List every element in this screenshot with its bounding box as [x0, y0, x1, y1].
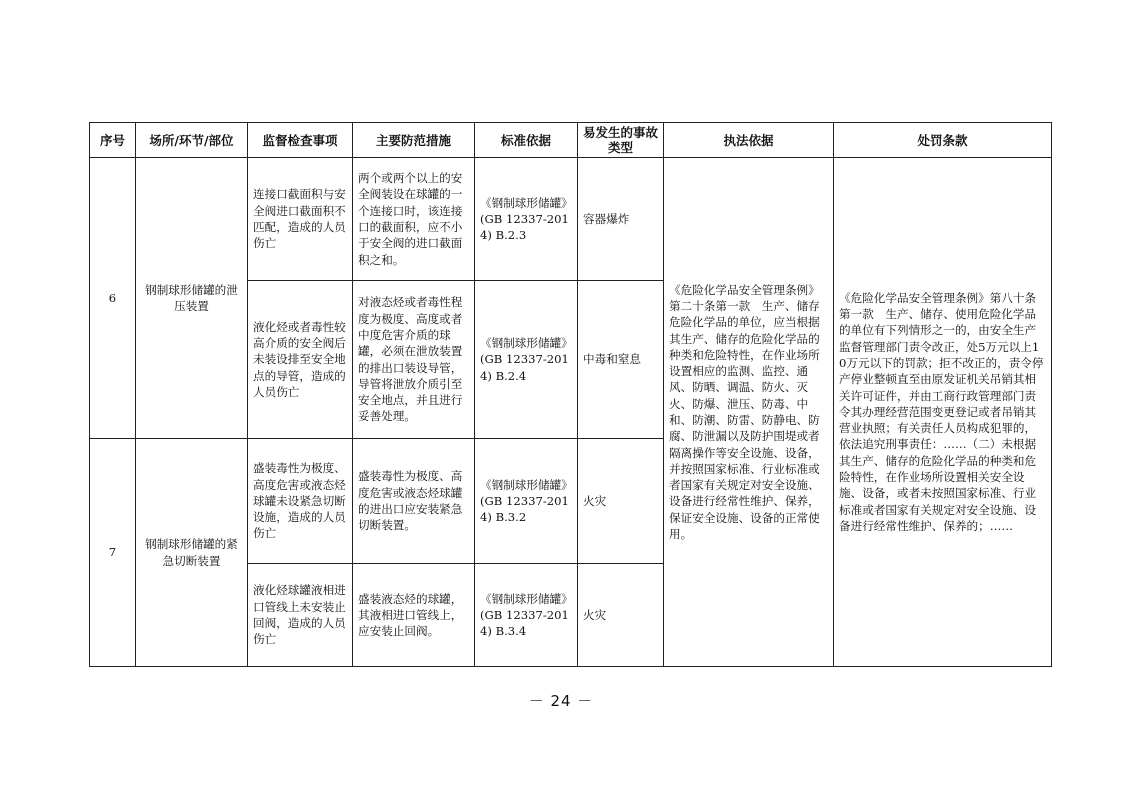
measures-cell: 对液态烃或者毒性程度为极度、高度或者中度危害介质的球罐，必须在泄放装置的排出口装设导管，导管将泄放介质引至安全地点，并且进行妥善处理。 — [353, 281, 475, 439]
table-row — [90, 158, 1052, 281]
row-location: 钢制球形储罐的紧急切断装置 — [136, 439, 248, 667]
standard-cell: 《钢制球形储罐》(GB 12337-2014) B.2.3 — [475, 158, 578, 281]
header-standard: 标准依据 — [475, 123, 578, 158]
accident-cell: 中毒和窒息 — [578, 281, 664, 439]
regulation-table — [89, 122, 1052, 667]
header-accident: 易发生的事故类型 — [578, 123, 664, 158]
table-header-row — [90, 123, 1052, 158]
accident-cell: 火灾 — [578, 439, 664, 564]
row-index: 6 — [90, 158, 136, 439]
inspection-cell: 连接口截面积与安全阀进口截面积不匹配，造成的人员伤亡 — [248, 158, 353, 281]
header-law: 执法依据 — [664, 123, 834, 158]
standard-cell: 《钢制球形储罐》(GB 12337-2014) B.2.4 — [475, 281, 578, 439]
measures-cell: 盛装液态烃的球罐，其液相进口管线上，应安装止回阀。 — [353, 564, 475, 667]
row-index: 7 — [90, 439, 136, 667]
standard-cell: 《钢制球形储罐》(GB 12337-2014) B.3.4 — [475, 564, 578, 667]
page-number: － 24 － — [528, 692, 594, 710]
header-location: 场所/环节/部位 — [136, 123, 248, 158]
header-penalty: 处罚条款 — [834, 123, 1052, 158]
standard-cell: 《钢制球形储罐》(GB 12337-2014) B.3.2 — [475, 439, 578, 564]
penalty-cell: 《危险化学品安全管理条例》第八十条第一款 生产、储存、使用危险化学品的单位有下列情形之一的，由安全生产监督管理部门责令改正，处5万元以上10万元以下的罚款；拒不改正的，责令停产停业整顿直至由原发证机关吊销其相关许可证件，并由工商行政管理部门责令其办理经营范围变更登记或者吊销其营业执照；有关责任人员构成犯罪的，依法追究刑事责任：……（二）未根据其生产、储存的危险化学品的种类和危险特性，在作业场所设置相关安全设施、设备，或者未按照国家标准、行业标准或者国家有关规定对安全设施、设备进行经常性维护、保养的；…… — [834, 158, 1052, 667]
law-basis-cell: 《危险化学品安全管理条例》第二十条第一款 生产、储存危险化学品的单位，应当根据其生产、储存的危险化学品的种类和危险特性，在作业场所设置相应的监测、监控、通风、防晒、调温、防火、灭火、防爆、泄压、防毒、中和、防潮、防雷、防静电、防腐、防泄漏以及防护围堤或者隔离操作等安全设施、设备，并按照国家标准、行业标准或者国家有关规定对安全设施、设备进行经常性维护、保养，保证安全设施、设备的正常使用。 — [664, 158, 834, 667]
accident-cell: 容器爆炸 — [578, 158, 664, 281]
measures-cell: 两个或两个以上的安全阀装设在球罐的一个连接口时，该连接口的截面积，应不小于安全阀的进口截面积之和。 — [353, 158, 475, 281]
header-index: 序号 — [90, 123, 136, 158]
header-inspection: 监督检查事项 — [248, 123, 353, 158]
inspection-cell: 液化烃或者毒性较高介质的安全阀后未装设排至安全地点的导管，造成的人员伤亡 — [248, 281, 353, 439]
row-location: 钢制球形储罐的泄压装置 — [136, 158, 248, 439]
measures-cell: 盛装毒性为极度、高度危害或液态烃球罐的进出口应安装紧急切断装置。 — [353, 439, 475, 564]
inspection-cell: 液化烃球罐液相进口管线上未安装止回阀，造成的人员伤亡 — [248, 564, 353, 667]
accident-cell: 火灾 — [578, 564, 664, 667]
inspection-cell: 盛装毒性为极度、高度危害或液态烃球罐未设紧急切断设施，造成的人员伤亡 — [248, 439, 353, 564]
header-measures: 主要防范措施 — [353, 123, 475, 158]
